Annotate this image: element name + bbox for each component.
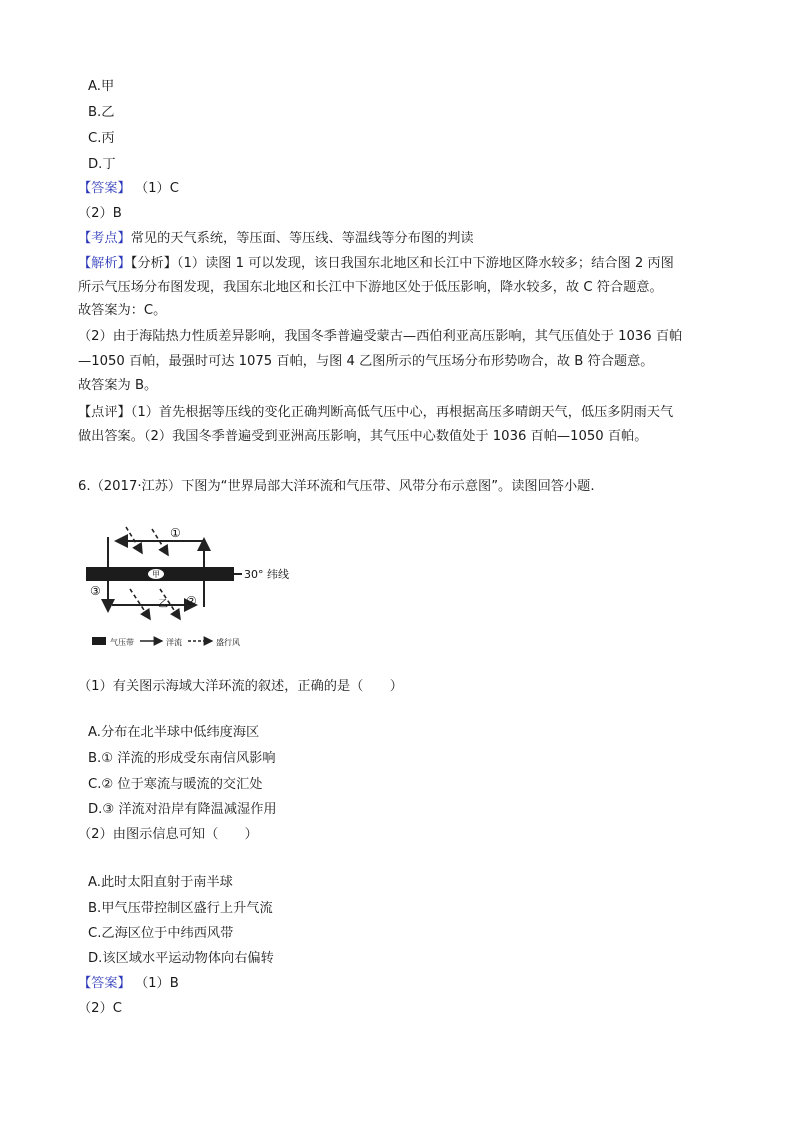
legend-current: 洋流 — [166, 638, 182, 647]
analysis-text-4: （2）由于海陆热力性质差异影响，我国冬季普遍受蒙古—西伯利亚高压影响，其气压值处于 1036 百帕 — [78, 329, 683, 344]
analysis-line-1 — [78, 255, 674, 273]
option-d: D.丁 — [88, 157, 116, 172]
option-b: B.乙 — [88, 105, 115, 120]
answer-line — [78, 180, 179, 198]
analysis-text-3: 故答案为：C。 — [78, 303, 167, 318]
analysis-text-2: 所示气压场分布图发现，我国东北地区和长江中下游地区处于低压影响，降水较多，故 C 符合题意。 — [78, 280, 663, 295]
label-2: ② — [186, 594, 197, 608]
point-line — [78, 230, 474, 248]
q6-answer-tag: 【答案】 — [78, 976, 131, 991]
zone-label: 乙 — [158, 599, 168, 610]
point-text: 常见的天气系统，等压面、等压线、等温线等分布图的判读 — [130, 231, 474, 246]
sub2-option-d: D.该区域水平运动物体向右偏转 — [88, 951, 274, 966]
question-6-stem: 6.（2017·江苏）下图为“世界局部大洋环流和气压带、风带分布示意图”。读图回答小题. — [78, 479, 595, 494]
diagram-svg — [86, 519, 326, 655]
option-a: A.甲 — [88, 79, 115, 94]
sub2-option-a: A.此时太阳直射于南半球 — [88, 875, 233, 890]
sub2-option-c: C.乙海区位于中纬西风带 — [88, 926, 234, 941]
belt-label: 甲 — [152, 570, 160, 579]
latitude-label: 30° 纬线 — [244, 568, 289, 581]
sub2-question: （2）由图示信息可知（ ） — [78, 827, 258, 842]
analysis-tag: 【解析】 — [78, 256, 131, 271]
q6-answer-part1: （1）B — [130, 976, 179, 991]
sub1-option-b: B.① 洋流的形成受东南信风影响 — [88, 751, 276, 766]
sub1-question: （1）有关图示海域大洋环流的叙述，正确的是（ ） — [78, 679, 403, 694]
comment-tag: 【点评】 — [78, 405, 131, 420]
analysis-text-1: 【分析】（1）读图 1 可以发现，该日我国东北地区和长江中下游地区降水较多；结合图 2 丙图 — [130, 256, 674, 271]
sub1-option-a: A.分布在北半球中低纬度海区 — [88, 725, 260, 740]
answer-part2: （2）B — [78, 206, 122, 221]
comment-text-1: （1）首先根据等压线的变化正确判断高低气压中心，再根据高压多晴朗天气，低压多阴雨天气 — [130, 405, 674, 420]
analysis-text-5: —1050 百帕，最强时可达 1075 百帕，与图 4 乙图所示的气压场分布形势吻合，故 B 符合题意。 — [78, 354, 654, 369]
label-3: ③ — [90, 584, 101, 598]
q6-answer-line — [78, 975, 179, 993]
legend-wind: 盛行风 — [216, 638, 240, 647]
sub2-option-b: B.甲气压带控制区盛行上升气流 — [88, 901, 273, 916]
sub1-option-c: C.② 位于寒流与暖流的交汇处 — [88, 777, 263, 792]
option-c: C.丙 — [88, 131, 115, 146]
q6-answer-part2: （2）C — [78, 1001, 122, 1016]
pressure-belt-swatch-icon — [92, 637, 106, 645]
comment-text-2: 做出答案。（2）我国冬季普遍受到亚洲高压影响，其气压中心数值处于 1036 百帕—1050 百帕。 — [78, 429, 648, 444]
label-1: ① — [170, 526, 181, 540]
legend-pressure-belt: 气压带 — [110, 638, 134, 647]
analysis-text-6: 故答案为 B。 — [78, 378, 158, 393]
point-tag: 【考点】 — [78, 231, 131, 246]
answer-part1: （1）C — [130, 181, 179, 196]
answer-tag: 【答案】 — [78, 181, 131, 196]
ocean-current-diagram — [86, 519, 326, 655]
sub1-option-d: D.③ 洋流对沿岸有降温减湿作用 — [88, 802, 277, 817]
comment-line-1 — [78, 404, 673, 422]
